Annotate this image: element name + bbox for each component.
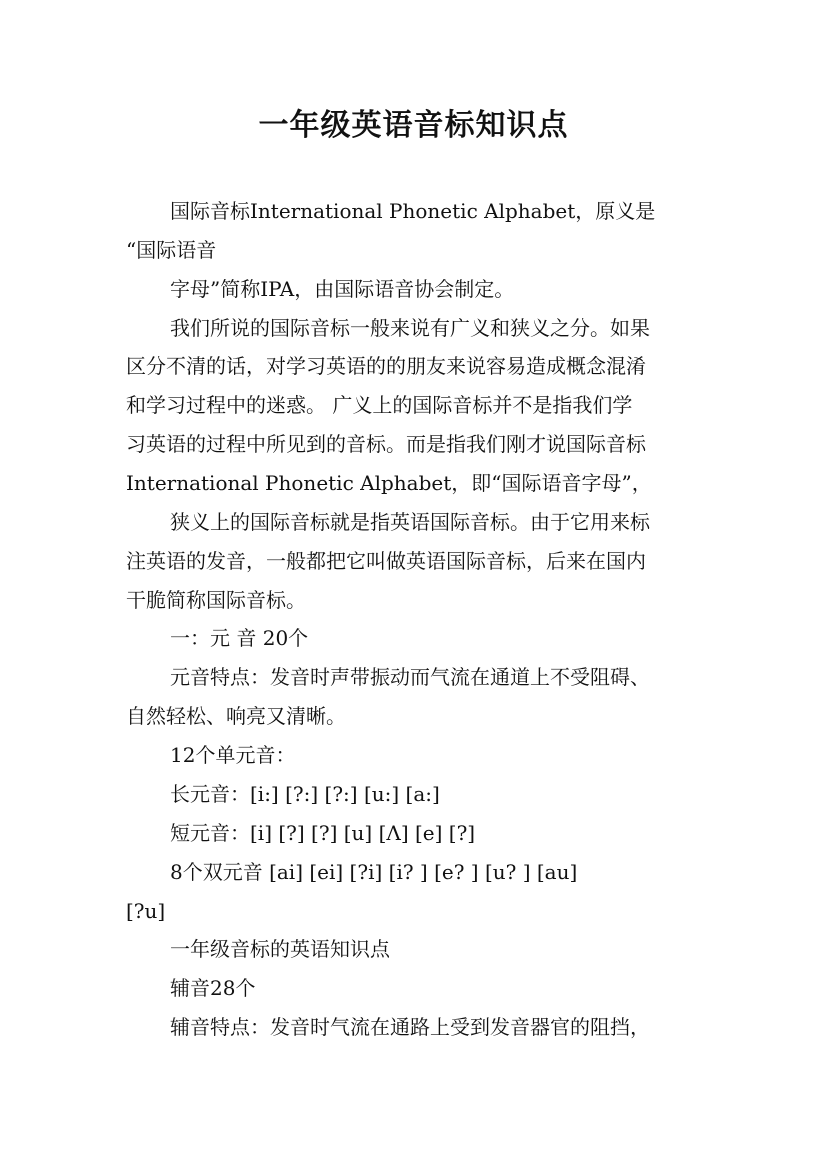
- paragraph-line: 元音特点：发音时声带振动而气流在通道上不受阻碍、: [170, 665, 650, 689]
- paragraph-line: 字母”简称IPA，由国际语音协会制定。: [170, 277, 515, 301]
- paragraph-line: 长元音：[i:] [?:] [?:] [u:] [a:]: [170, 782, 440, 806]
- paragraph-line: 干脆简称国际音标。: [126, 588, 306, 612]
- paragraph-line: 注英语的发音，一般都把它叫做英语国际音标，后来在国内: [126, 549, 646, 573]
- paragraph-line: 习英语的过程中所见到的音标。而是指我们刚才说国际音标: [126, 432, 646, 456]
- section-heading: 一：元 音 20个: [170, 626, 309, 650]
- paragraph-line: 狭义上的国际音标就是指英语国际音标。由于它用来标: [170, 510, 650, 534]
- paragraph-line: 国际音标International Phonetic Alphabet，原义是: [170, 199, 656, 223]
- paragraph-line: “国际语音: [126, 238, 217, 262]
- paragraph-line: [?u]: [126, 899, 166, 923]
- paragraph-line: 自然轻松、响亮又清晰。: [126, 704, 346, 728]
- paragraph-line: 区分不清的话，对学习英语的的朋友来说容易造成概念混淆: [126, 354, 646, 378]
- paragraph-line: 8个双元音 [ai] [ei] [?i] [i? ] [e? ] [u? ] [au]: [170, 860, 578, 884]
- paragraph-line: 12个单元音：: [170, 743, 296, 767]
- paragraph-line: 我们所说的国际音标一般来说有广义和狭义之分。如果: [170, 316, 650, 340]
- paragraph-line: 辅音特点：发音时气流在通路上受到发音器官的阻挡，: [170, 1015, 650, 1039]
- paragraph-line: International Phonetic Alphabet，即“国际语音字母”，: [126, 471, 652, 495]
- section-heading: 辅音28个: [170, 976, 256, 1000]
- paragraph-line: 短元音：[i] [?] [?] [u] [Λ] [e] [?]: [170, 821, 476, 845]
- document-title: 一年级英语音标知识点: [258, 108, 569, 143]
- section-heading: 一年级音标的英语知识点: [170, 937, 390, 961]
- paragraph-line: 和学习过程中的迷惑。 广义上的国际音标并不是指我们学: [126, 393, 633, 417]
